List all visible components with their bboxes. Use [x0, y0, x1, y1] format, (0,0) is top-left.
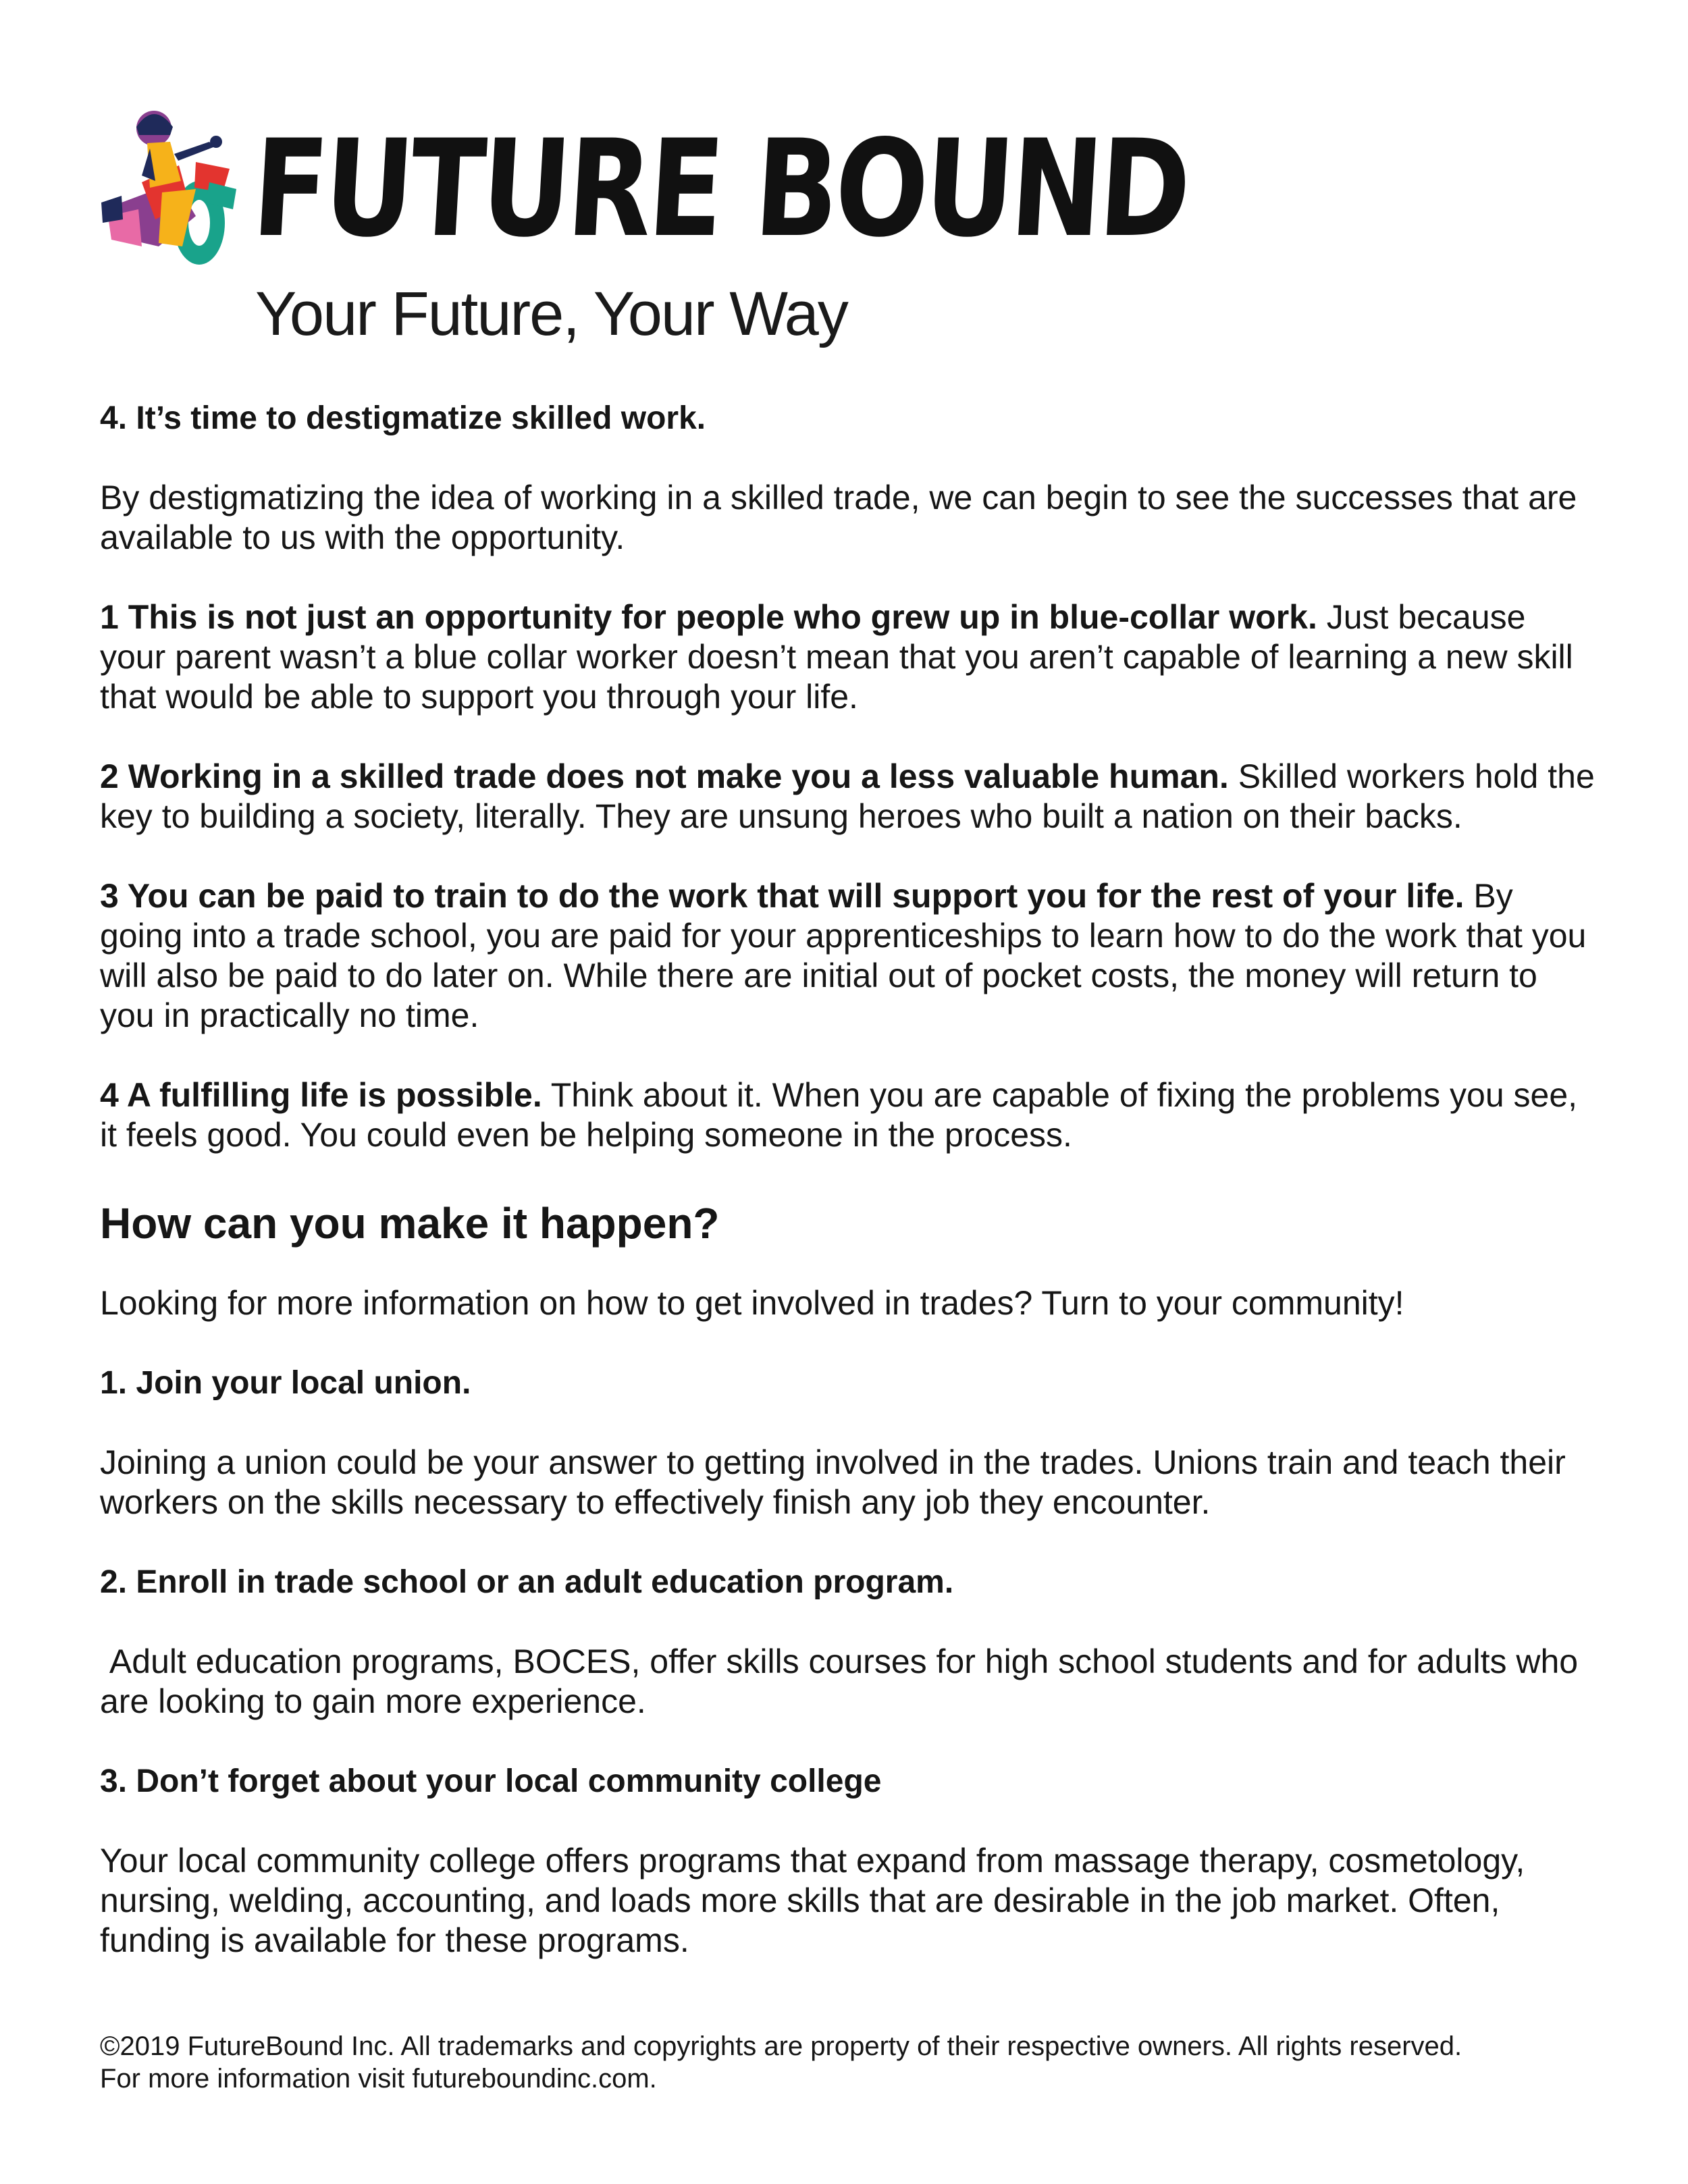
footer-info-text: For more information visit futureboundinc.com.	[100, 2064, 657, 2094]
step-title: 1. Join your local union.	[100, 1365, 471, 1401]
point-text: Just because your parent wasn’t a blue collar worker doesn’t mean that you aren’t capable of learning a new skill that would be able to support you through your life.	[100, 598, 1573, 716]
brand-name: FUTURE BOUND	[248, 111, 1192, 267]
copyright-text: ©2019 FutureBound Inc. All trademarks and copyrights are property of their respective owners. All rights reserved.	[100, 2031, 1462, 2061]
step-text: Your local community college offers programs that expand from massage therapy, cosmetology, nursing, welding, accounting, and loads more skills that are desirable in the job market. Often, funding is available for these programs.	[100, 1842, 1525, 1959]
point-text: Think about it. When you are capable of fixing the problems you see, it feels good. You could even be helping someone in the process.	[100, 1076, 1578, 1154]
point-bold-text: 3 You can be paid to train to do the work that will support you for the rest of your life.	[100, 877, 1465, 915]
main-content	[100, 398, 1599, 1961]
step-text: Adult education programs, BOCES, offer skills courses for high school students and for adults who are looking to gain more experience.	[100, 1643, 1588, 1720]
motorcycle-rider-icon	[95, 101, 250, 270]
brand-tagline: Your Future, Your Way	[255, 279, 847, 348]
footer	[100, 2030, 1653, 2095]
step-title: 3. Don’t forget about your local community college	[100, 1763, 882, 1799]
point-item	[100, 757, 1599, 836]
futurebound-logo	[95, 95, 1192, 351]
point-bold-text: 4 A fulfilling life is possible.	[100, 1076, 542, 1114]
point-item	[100, 876, 1599, 1036]
point-item	[100, 1075, 1599, 1155]
point-item	[100, 597, 1599, 717]
point-bold-text: 2 Working in a skilled trade does not make you a less valuable human.	[100, 757, 1229, 795]
step-title: 2. Enroll in trade school or an adult education program.	[100, 1564, 954, 1600]
point-text: Skilled workers hold the key to building a society, literally. They are unsung heroes who built a nation on their backs.	[100, 757, 1595, 835]
point-bold-text: 1 This is not just an opportunity for people who grew up in blue-collar work.	[100, 598, 1317, 636]
section-title: 4. It’s time to destigmatize skilled work.	[100, 400, 706, 436]
section-intro: By destigmatizing the idea of working in a skilled trade, we can begin to see the successes that are available to us with the opportunity.	[100, 479, 1577, 556]
step-text: Joining a union could be your answer to getting involved in the trades. Unions train and teach their workers on the skills necessary to effectively finish any job they encounter.	[100, 1443, 1566, 1521]
point-text: By going into a trade school, you are paid for your apprenticeships to learn how to do the work that you will also be paid to do later on. While there are initial out of pocket costs, the money will return to you in practically no time.	[100, 877, 1587, 1034]
section-heading: How can you make it happen?	[100, 1199, 720, 1248]
section-intro: Looking for more information on how to get involved in trades? Turn to your community!	[100, 1284, 1404, 1322]
